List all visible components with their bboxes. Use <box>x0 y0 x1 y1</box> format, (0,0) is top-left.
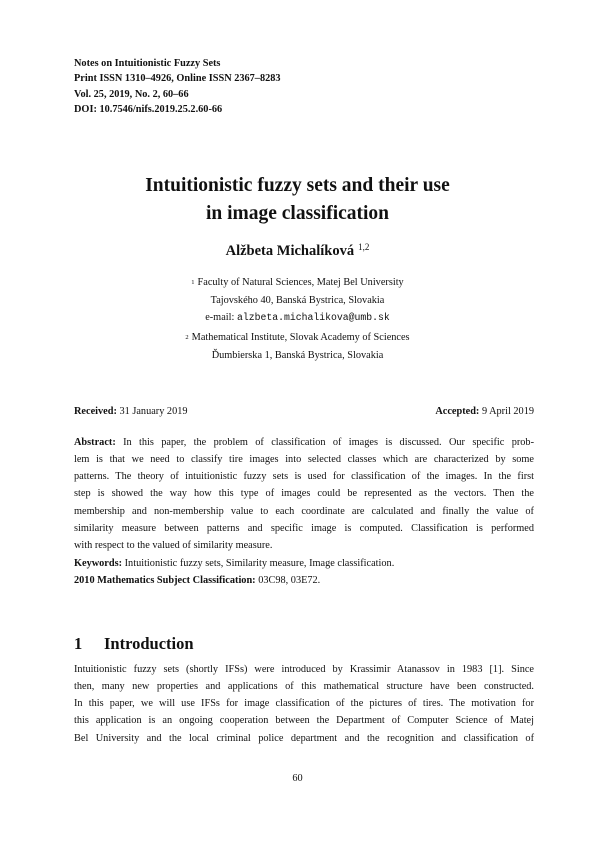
keywords-label: Keywords: <box>74 558 123 569</box>
abstract <box>74 434 534 554</box>
intro-line: In this paper, we will use IFSs for image classification of the pictures of tires. The motivation for <box>74 698 534 710</box>
author-line <box>0 243 595 260</box>
affiliation-2-line-2: Ďumbierska 1, Banská Bystrica, Slovakia <box>211 349 384 361</box>
journal-header <box>74 56 281 118</box>
abstract-line <box>74 434 534 451</box>
keywords-text: Intuitionistic fuzzy sets, Similarity measure, Image classification. <box>124 558 395 569</box>
affiliation-1-line-1: Faculty of Natural Sciences, Matej Bel University <box>197 277 404 288</box>
intro-line: then, many new properties and applications of this mathematical structure have been constructed. <box>74 681 534 693</box>
accepted-date-group <box>435 406 534 417</box>
abstract-line: step is showed the way how this type of images could be represented as the vectors. Then the <box>74 488 534 500</box>
affiliation-2-line-1: Mathematical Institute, Slovak Academy of Sciences <box>191 332 410 343</box>
journal-issn: Print ISSN 1310–4926, Online ISSN 2367–8283 <box>74 73 281 85</box>
abstract-line: similarity measure between patterns and specific image is computed. Classification is performed <box>74 522 534 534</box>
msc-label: 2010 Mathematics Subject Classification: <box>74 575 256 586</box>
abstract-line: lem is that we need to classify tire images into selected classes which are characterized by some <box>74 454 534 466</box>
received-date-group <box>74 406 188 417</box>
author-name: Alžbeta Michalíková <box>225 243 355 259</box>
title-line-2: in image classification <box>205 203 390 224</box>
affiliation-2 <box>0 329 595 364</box>
received-date: 31 January 2019 <box>119 406 188 417</box>
journal-doi: DOI: 10.7546/nifs.2019.25.2.60-66 <box>74 104 223 116</box>
abstract-line: patterns. The theory of intuitionistic fuzzy sets is used for classification of the images. In the first <box>74 471 534 483</box>
section-number: 1 <box>74 634 83 653</box>
author-affil-marks: 1,2 <box>358 242 370 252</box>
intro-line: this application is an ongoing cooperation between the Department of Computer Science of Matej <box>74 715 534 727</box>
affiliation-1-mark: 1 <box>191 279 195 286</box>
accepted-date: 9 April 2019 <box>481 406 534 417</box>
page-number: 60 <box>292 773 303 784</box>
received-label: Received: <box>74 406 117 417</box>
title-line-1: Intuitionistic fuzzy sets and their use <box>145 175 450 196</box>
section-title: Introduction <box>104 634 194 653</box>
keywords-block <box>74 555 394 589</box>
section-heading <box>74 634 194 654</box>
abstract-label: Abstract: <box>74 437 116 448</box>
dates-row <box>74 406 534 417</box>
journal-volume: Vol. 25, 2019, No. 2, 60–66 <box>74 88 189 100</box>
introduction-paragraph <box>74 661 534 747</box>
email-link[interactable]: alzbeta.michalikova@umb.sk <box>236 312 390 323</box>
intro-line: Bel University and the local criminal police department and the recognition and classification of <box>74 732 534 744</box>
journal-name: Notes on Intuitionistic Fuzzy Sets <box>74 58 221 69</box>
intro-line: Intuitionistic fuzzy sets (shortly IFSs) were introduced by Krassimir Atanassov in 1983 [1]. Since <box>74 664 534 675</box>
affiliation-2-mark: 2 <box>185 334 189 341</box>
accepted-label: Accepted: <box>435 406 480 417</box>
affiliation-1 <box>0 274 595 327</box>
msc-text: 03C98, 03E72. <box>258 575 321 586</box>
abstract-line-text: In this paper, the problem of classification of images is discussed. Our specific prob- <box>123 437 534 448</box>
email-label: e-mail: <box>205 312 237 323</box>
abstract-line: membership and non-membership value to each coordinate are calculated and finally the value of <box>74 505 534 517</box>
paper-title <box>0 172 595 228</box>
affiliation-1-line-2: Tajovského 40, Banská Bystrica, Slovakia <box>210 294 385 306</box>
abstract-line: with respect to the valued of similarity measure. <box>74 539 273 551</box>
